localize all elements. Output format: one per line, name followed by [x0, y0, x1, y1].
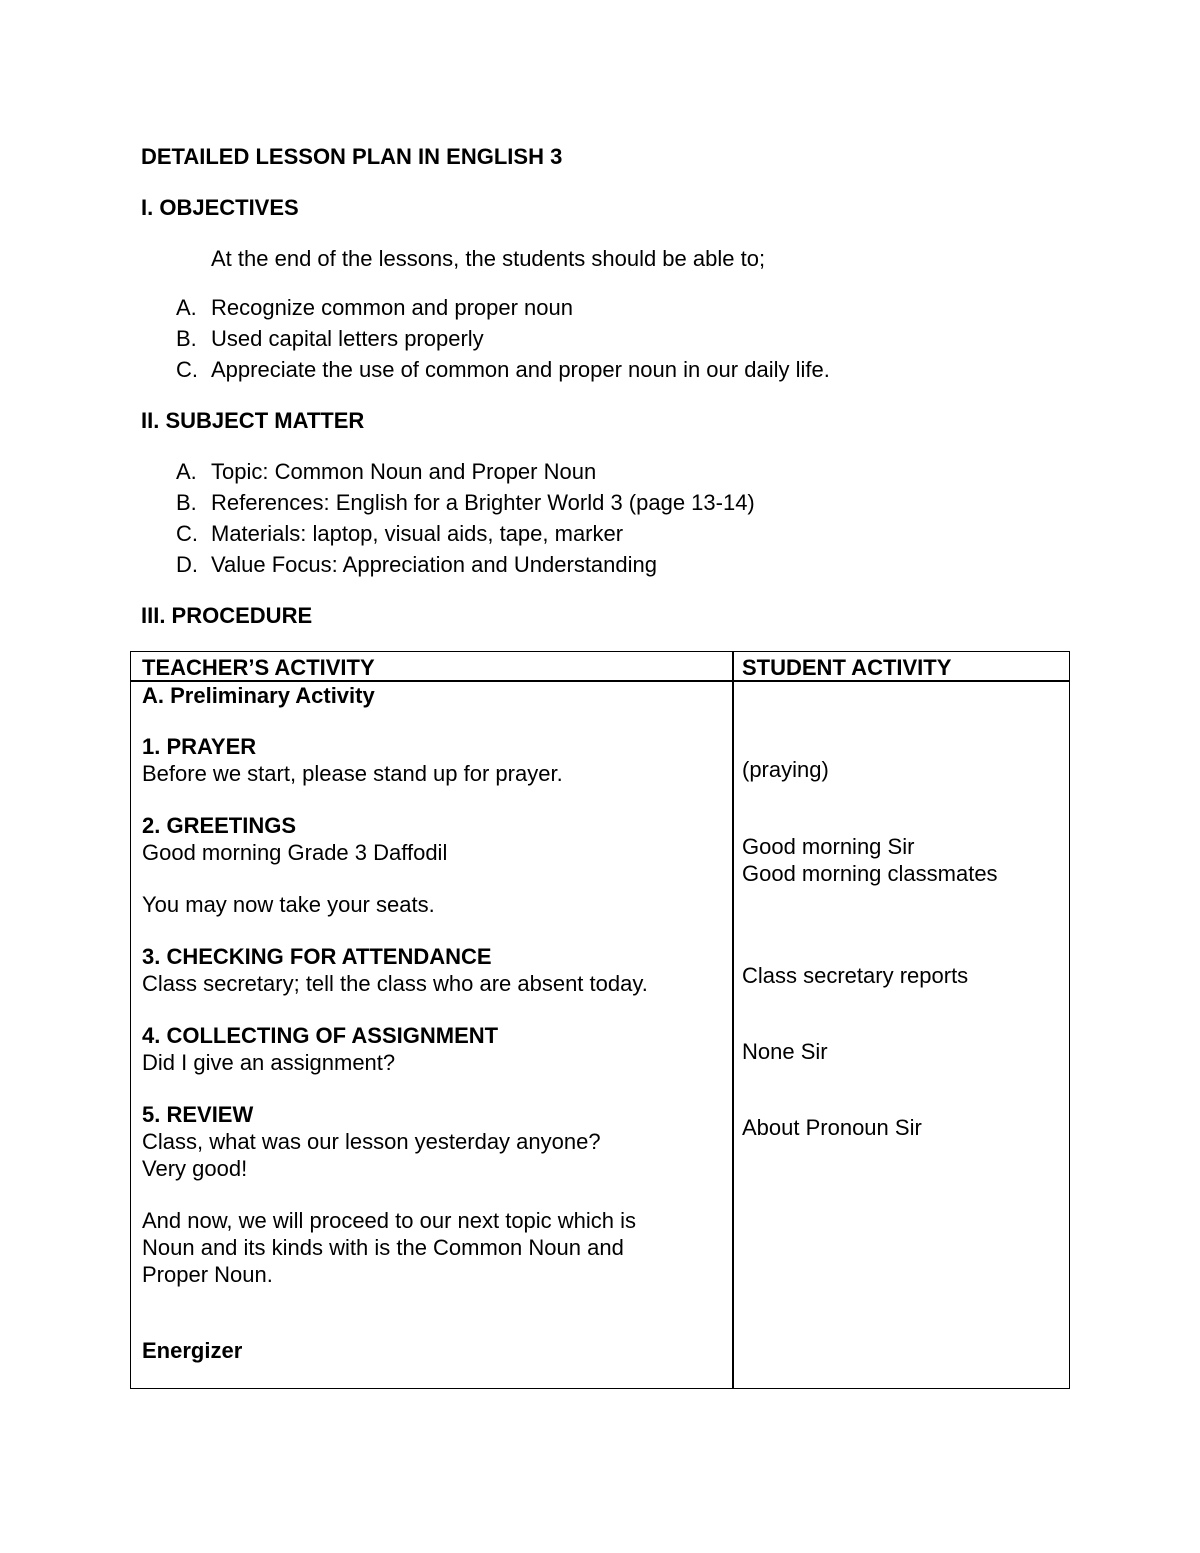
preliminary-activity-title: A. Preliminary Activity — [142, 683, 375, 708]
list-item: Used capital letters properly — [211, 326, 484, 351]
list-item-letter: A. — [176, 295, 197, 320]
list-item-letter: B. — [176, 490, 197, 515]
list-item: Topic: Common Noun and Proper Noun — [211, 459, 597, 484]
list-item: Recognize common and proper noun — [211, 295, 574, 320]
student-activity-header: STUDENT ACTIVITY — [742, 655, 952, 680]
teacher-activity-header: TEACHER’S ACTIVITY — [142, 655, 375, 680]
objectives-intro: At the end of the lessons, the students should be able to; — [211, 246, 766, 271]
greetings-student-response-2: Good morning classmates — [742, 861, 998, 886]
attendance-title: 3. CHECKING FOR ATTENDANCE — [142, 944, 492, 969]
objectives-heading: I. OBJECTIVES — [141, 195, 299, 220]
energizer-title: Energizer — [142, 1338, 243, 1363]
greetings-seats-text: You may now take your seats. — [142, 892, 435, 917]
assignment-text: Did I give an assignment? — [142, 1050, 396, 1075]
column-divider — [732, 652, 734, 1388]
proceed-text-line-2: Noun and its kinds with is the Common Noun and — [142, 1235, 624, 1260]
attendance-text: Class secretary; tell the class who are absent today. — [142, 971, 648, 996]
proceed-text-line-3: Proper Noun. — [142, 1262, 273, 1287]
list-item: References: English for a Brighter World 3 (page 13-14) — [211, 490, 755, 515]
prayer-student-response: (praying) — [742, 757, 829, 782]
greetings-text: Good morning Grade 3 Daffodil — [142, 840, 448, 865]
procedure-heading: III. PROCEDURE — [141, 603, 313, 628]
attendance-student-response: Class secretary reports — [742, 963, 969, 988]
subject-matter-heading: II. SUBJECT MATTER — [141, 408, 365, 433]
procedure-table — [130, 651, 1070, 1389]
proceed-text-line-1: And now, we will proceed to our next topic which is — [142, 1208, 637, 1233]
list-item: Materials: laptop, visual aids, tape, marker — [211, 521, 624, 546]
page-title: DETAILED LESSON PLAN IN ENGLISH 3 — [141, 144, 563, 169]
review-student-response: About Pronoun Sir — [742, 1115, 922, 1140]
greetings-title: 2. GREETINGS — [142, 813, 297, 838]
list-item-letter: C. — [176, 357, 198, 382]
list-item: Value Focus: Appreciation and Understanding — [211, 552, 657, 577]
greetings-student-response-1: Good morning Sir — [742, 834, 915, 859]
assignment-student-response: None Sir — [742, 1039, 828, 1064]
review-title: 5. REVIEW — [142, 1102, 254, 1127]
assignment-title: 4. COLLECTING OF ASSIGNMENT — [142, 1023, 499, 1048]
review-question: Class, what was our lesson yesterday anyone? — [142, 1129, 601, 1154]
list-item: Appreciate the use of common and proper noun in our daily life. — [211, 357, 830, 382]
list-item-letter: B. — [176, 326, 197, 351]
review-praise: Very good! — [142, 1156, 248, 1181]
list-item-letter: C. — [176, 521, 198, 546]
prayer-text: Before we start, please stand up for prayer. — [142, 761, 563, 786]
list-item-letter: A. — [176, 459, 197, 484]
list-item-letter: D. — [176, 552, 198, 577]
prayer-title: 1. PRAYER — [142, 734, 257, 759]
